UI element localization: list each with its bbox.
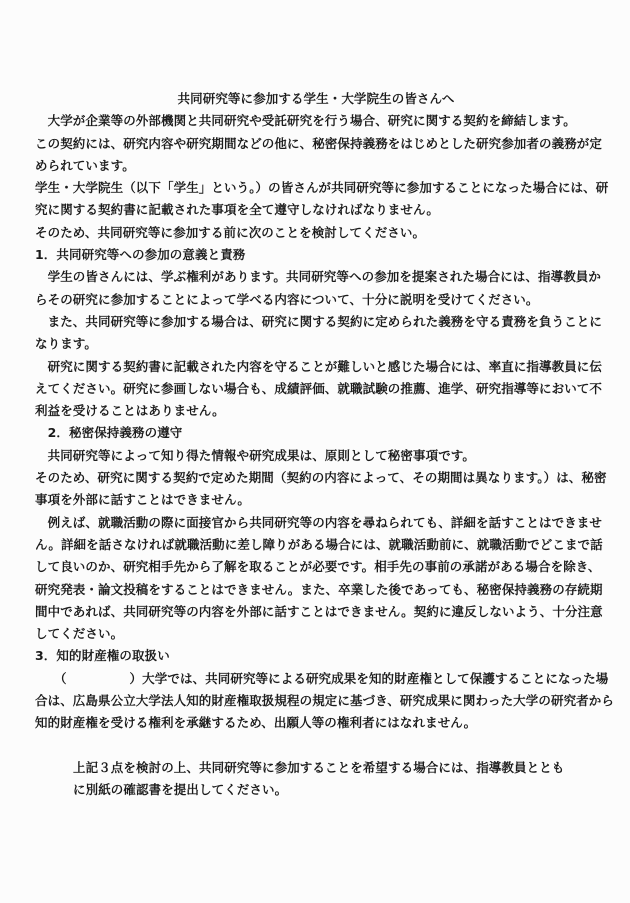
blank-line — [35, 735, 597, 757]
document-title: 共同研究等に参加する学生・大学院生の皆さんへ — [177, 91, 455, 106]
section-heading: 2．秘密保持義務の遵守 — [35, 425, 183, 441]
text-line: してください。 — [35, 626, 124, 642]
text-line: められています。 — [35, 157, 135, 173]
section-heading: 3．知的財産権の取扱い — [35, 648, 170, 664]
text-line: （ ）大学では、共同研究等による研究成果を知的財産権として保護することになった場 — [35, 670, 609, 686]
text-line: そのため、共同研究等に参加する前に次のことを検討してください。 — [35, 224, 426, 240]
text-line: 大学が企業等の外部機関と共同研究や受託研究を行う場合、研究に関する契約を締結します。 — [35, 113, 576, 129]
section-heading: 1．共同研究等への参加の意義と責務 — [35, 247, 246, 263]
text-line: そのため、研究に関する契約で定めた期間（契約の内容によって、その期間は異なります。）は、秘密 — [35, 470, 607, 486]
text-line: なります。 — [35, 336, 98, 352]
text-line: ん。詳細を話さなければ就職活動に差し障りがある場合には、就職活動前に、就職活動でどこまで話 — [35, 536, 603, 552]
text-line: 研究発表・論文投稿をすることはできません。また、卒業した後であっても、秘密保持義務の存続期 — [35, 581, 603, 597]
closing-note-line: 上記３点を検討の上、共同研究等に参加することを希望する場合には、指導教員ととも — [73, 759, 565, 775]
text-line: 合は、広島県公立大学法人知的財産権取扱規程の規定に基づき、研究成果に関わった大学の研究者から — [35, 693, 614, 709]
text-line: 学生の皆さんには、学ぶ権利があります。共同研究等への参加を提案された場合には、指導教員か — [35, 269, 602, 285]
text-line: 学生・大学院生（以下「学生」という。）の皆さんが共同研究等に参加することになった場合には、研 — [35, 180, 609, 196]
text-line: して良いのか、研究相手先から了解を取ることが必要です。相手先の事前の承諾がある場合を除き、 — [35, 559, 601, 575]
text-line: また、共同研究等に参加する場合は、研究に関する契約に定められた義務を守る責務を負うことに — [35, 313, 603, 329]
text-line: 利益を受けることはありません。 — [35, 403, 225, 419]
text-line: 事項を外部に話すことはできません。 — [35, 492, 250, 508]
text-line: 研究に関する契約書に記載された内容を守ることが難しいと感じた場合には、率直に指導教員に伝 — [35, 358, 603, 374]
text-line: この契約には、研究内容や研究期間などの他に、秘密保持義務をはじめとした研究参加者の義務が定 — [35, 135, 603, 151]
text-line: えてください。研究に参画しない場合も、成績評価、就職試験の推薦、進学、研究指導等において不 — [35, 380, 603, 396]
text-line: 究に関する契約書に記載された事項を全て遵守しなければなりません。 — [35, 202, 439, 218]
text-line: らその研究に参加することによって学べる内容について、十分に説明を受けてください。 — [35, 291, 539, 307]
text-line: 例えば、就職活動の際に面接官から共同研究等の内容を尋ねられても、詳細を話すことはできませ — [35, 514, 603, 530]
text-line: 間中であれば、共同研究等の内容を外部に話すことはできません。契約に違反しないよう、十分注意 — [35, 603, 603, 619]
text-line: 知的財産権を受ける権利を承継するため、出願人等の権利者にはなれません。 — [35, 715, 477, 731]
text-line: 共同研究等によって知り得た情報や研究成果は、原則として秘密事項です。 — [35, 447, 476, 463]
closing-note-line: に別紙の確認書を提出してください。 — [73, 782, 288, 798]
